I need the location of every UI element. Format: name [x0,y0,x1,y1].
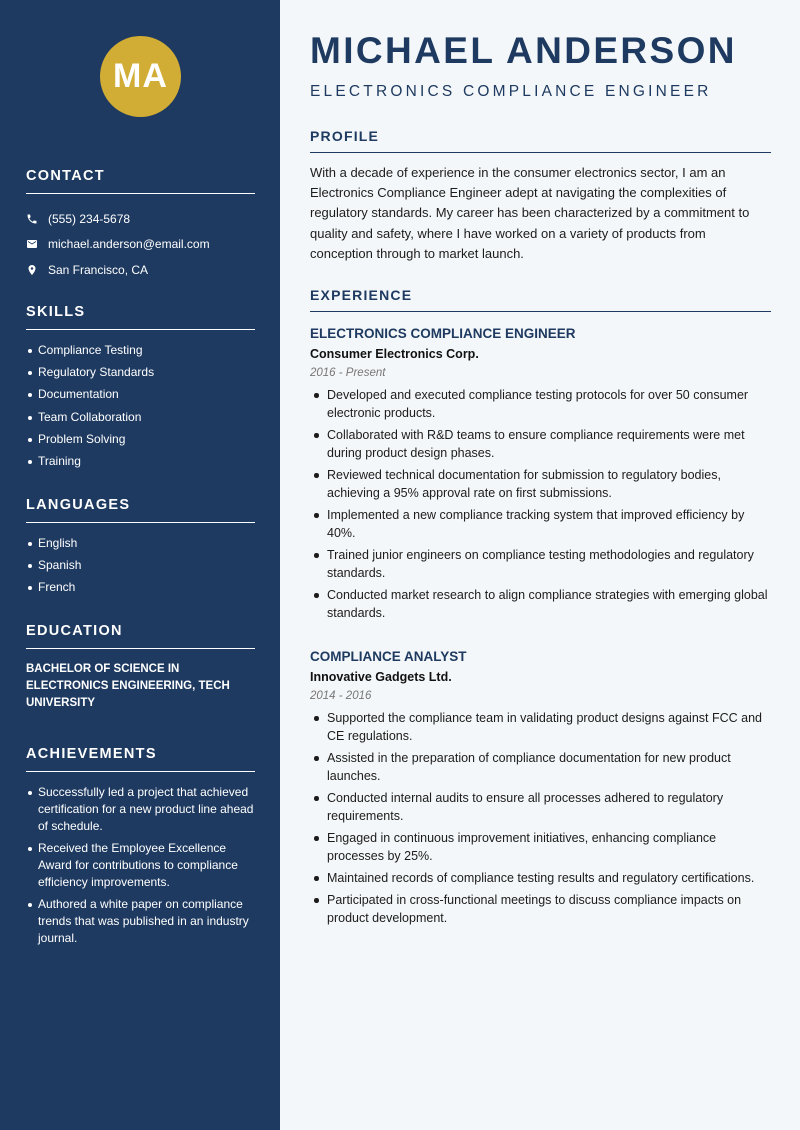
skill-item: Problem Solving [26,431,255,448]
job-bullet: Maintained records of compliance testing results and regulatory certifications. [310,869,771,887]
education-degree: BACHELOR OF SCIENCE IN ELECTRONICS ENGINEERING, TECH UNIVERSITY [26,663,230,709]
job-bullets [310,709,771,927]
achievement-item: Received the Employee Excellence Award for contributions to compliance efficiency improvements. [26,840,255,891]
contact-section [26,168,255,283]
languages-heading: LANGUAGES [26,497,255,523]
job-bullet: Reviewed technical documentation for submission to regulatory bodies, achieving a 95% approval rate on first submissions. [310,466,771,502]
languages-list [26,535,255,596]
job-bullet: Participated in cross-functional meetings to discuss compliance impacts on product development. [310,891,771,927]
skills-section [26,304,255,475]
job-title: COMPLIANCE ANALYST [310,649,467,664]
job-company: Consumer Electronics Corp. [310,347,479,361]
experience-heading: EXPERIENCE [310,287,771,312]
job-bullet: Trained junior engineers on compliance testing methodologies and regulatory standards. [310,546,771,582]
job-bullet: Assisted in the preparation of compliance documentation for new product launches. [310,749,771,785]
location-pin-icon [26,264,48,276]
language-item: Spanish [26,557,255,574]
job-bullet: Conducted market research to align compliance strategies with emerging global standards. [310,586,771,622]
education-section [26,623,255,712]
job-bullets [310,386,771,622]
skill-item: Training [26,453,255,470]
candidate-title: ELECTRONICS COMPLIANCE ENGINEER [310,83,712,100]
email-icon [26,238,48,250]
achievement-item: Authored a white paper on compliance trends that was published in an industry journal. [26,896,255,947]
job-entry [310,326,771,626]
contact-location-text: San Francisco, CA [48,262,149,277]
achievements-heading: ACHIEVEMENTS [26,746,255,772]
contact-email-text: michael.anderson@email.com [48,237,210,252]
job-bullet: Implemented a new compliance tracking system that improved efficiency by 40%. [310,506,771,542]
job-bullet: Collaborated with R&D teams to ensure compliance requirements were met during product design phases. [310,426,771,462]
job-bullet: Developed and executed compliance testing protocols for over 50 consumer electronic products. [310,386,771,422]
avatar: MA [100,36,181,117]
job-dates: 2016 - Present [310,367,386,379]
candidate-name: MICHAEL ANDERSON [310,30,737,71]
language-item: French [26,579,255,596]
languages-section [26,497,255,602]
achievements-section [26,746,255,952]
contact-email [26,232,255,258]
job-bullet: Engaged in continuous improvement initiatives, enhancing compliance processes by 25%. [310,829,771,865]
job-company: Innovative Gadgets Ltd. [310,670,452,684]
contact-phone-text: (555) 234-5678 [48,211,131,226]
job-bullet: Supported the compliance team in validating product designs against FCC and CE regulations. [310,709,771,745]
job-title: ELECTRONICS COMPLIANCE ENGINEER [310,326,576,341]
sidebar [0,0,280,1130]
skill-item: Compliance Testing [26,342,255,359]
phone-icon [26,213,48,225]
contact-heading: CONTACT [26,168,255,194]
job-bullet: Conducted internal audits to ensure all processes adhered to regulatory requirements. [310,789,771,825]
skills-heading: SKILLS [26,304,255,330]
language-item: English [26,535,255,552]
skill-item: Documentation [26,386,255,403]
job-dates: 2014 - 2016 [310,690,372,702]
profile-text: With a decade of experience in the consumer electronics sector, I am an Electronics Compliance Engineer adept at navigating the complexities of regulatory standards. My career has been characterized by a commitment to quality and safety, where I have worked on a variety of products from conception through to market launch. [310,165,750,261]
skill-item: Team Collaboration [26,409,255,426]
achievement-item: Successfully led a project that achieved certification for a new product line ahead of schedule. [26,784,255,835]
education-heading: EDUCATION [26,623,255,649]
job-entry [310,649,771,931]
skill-item: Regulatory Standards [26,364,255,381]
achievements-list [26,784,255,947]
contact-phone [26,206,255,232]
profile-heading: PROFILE [310,128,771,153]
skills-list [26,342,255,470]
contact-location [26,257,255,283]
